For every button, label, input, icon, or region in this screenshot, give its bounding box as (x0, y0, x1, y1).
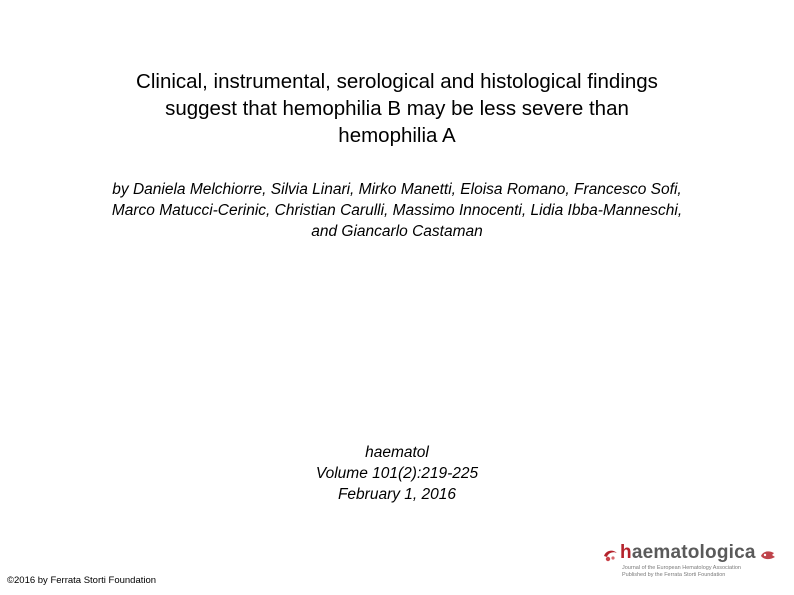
authors-line-1: by Daniela Melchiorre, Silvia Linari, Mirko Manetti, Eloisa Romano, Francesco Sofi, (112, 181, 682, 198)
journal-name: haematol (365, 444, 429, 461)
authors-line-3: and Giancarlo Castaman (311, 223, 483, 240)
authors-line-2: Marco Matucci-Cerinic, Christian Carulli, Massimo Innocenti, Lidia Ibba-Manneschi, (111, 202, 683, 219)
volume-pages: Volume 101(2):219-225 (315, 465, 479, 482)
citation-block (200, 442, 594, 505)
logo-tagline: Journal of the European Hematology Association Published by the Ferrata Storti Foundation (622, 565, 741, 578)
article-title (40, 68, 754, 149)
author-list (30, 179, 764, 242)
logo-swirl-icon (602, 547, 620, 563)
title-line-1: Clinical, instrumental, serological and histological findings (136, 70, 658, 93)
logo-emblem-icon (760, 549, 776, 561)
title-line-3: hemophilia A (338, 124, 456, 147)
copyright-notice: ©2016 by Ferrata Storti Foundation (7, 575, 157, 586)
logo-wordmark: haematologica (620, 542, 756, 563)
haematologica-logo (600, 541, 780, 579)
publication-date: February 1, 2016 (337, 486, 457, 503)
title-line-2: suggest that hemophilia B may be less severe than (165, 97, 629, 120)
